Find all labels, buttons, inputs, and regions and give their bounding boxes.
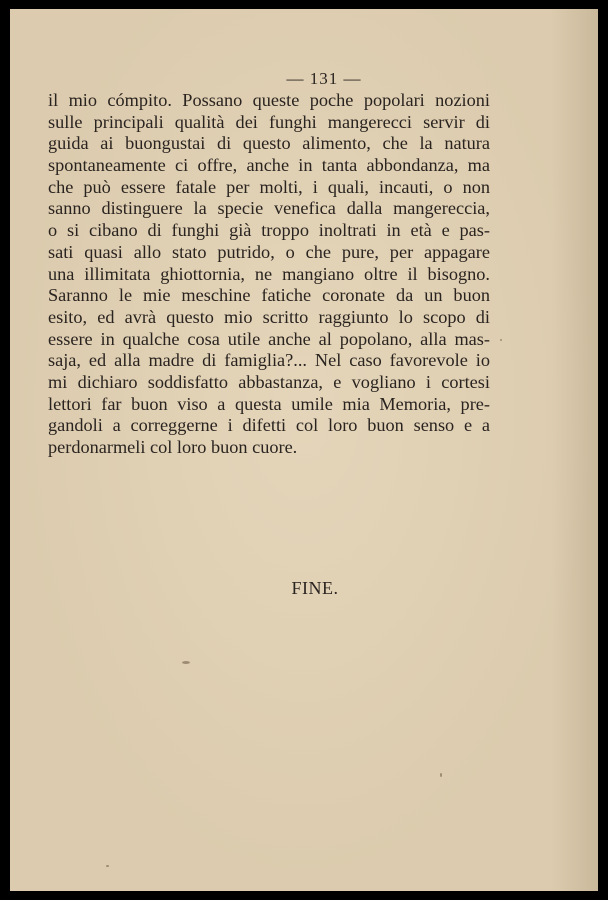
text-line: una illimitata ghiottornia, ne mangiano oltre il bisogno. (48, 263, 490, 284)
text-line: mi dichiaro soddisfatto abbastanza, e vogliano i cortesi (48, 371, 490, 392)
text-line: il mio cómpito. Possano queste poche popolari nozioni (48, 90, 490, 110)
book-page (10, 9, 598, 891)
text-line: che può essere fatale per molti, i quali, incauti, o non (48, 176, 490, 197)
text-line: sati quasi allo stato putrido, o che pure, per appagare (48, 241, 490, 262)
text-line: sanno distinguere la specie venefica dalla mangereccia, (48, 198, 490, 219)
ending-word: FINE. (291, 578, 339, 598)
text-line: sulle principali qualità dei funghi mangerecci servir di (48, 111, 490, 132)
text-line: essere in qualche cosa utile anche al popolano, alla mas- (48, 328, 490, 349)
text-line: lettori far buon viso a questa umile mia Memoria, pre- (48, 393, 490, 414)
text-line: saja, ed alla madre di famiglia?... Nel caso favorevole io (48, 350, 490, 371)
paper-speck (440, 773, 442, 777)
text-line: guida ai buongustai di questo alimento, che la natura (48, 133, 490, 154)
text-line-last: perdonarmeli col loro buon cuore. (48, 437, 298, 457)
paper-speck (106, 865, 109, 867)
paper-speck (500, 339, 502, 341)
text-line: gandoli a correggerne i difetti col loro buon senso e a (48, 415, 490, 436)
text-line: o si cibano di funghi già troppo inoltrati in età e pas- (48, 220, 490, 241)
paper-speck (182, 661, 190, 664)
text-line: spontaneamente ci offre, anche in tanta abbondanza, ma (48, 155, 490, 176)
text-line: Saranno le mie meschine fatiche coronate da un buon (48, 285, 490, 306)
body-text (48, 90, 490, 459)
text-line: esito, ed avrà questo mio scritto raggiunto lo scopo di (48, 306, 490, 327)
page-number: — 131 — (286, 69, 362, 88)
